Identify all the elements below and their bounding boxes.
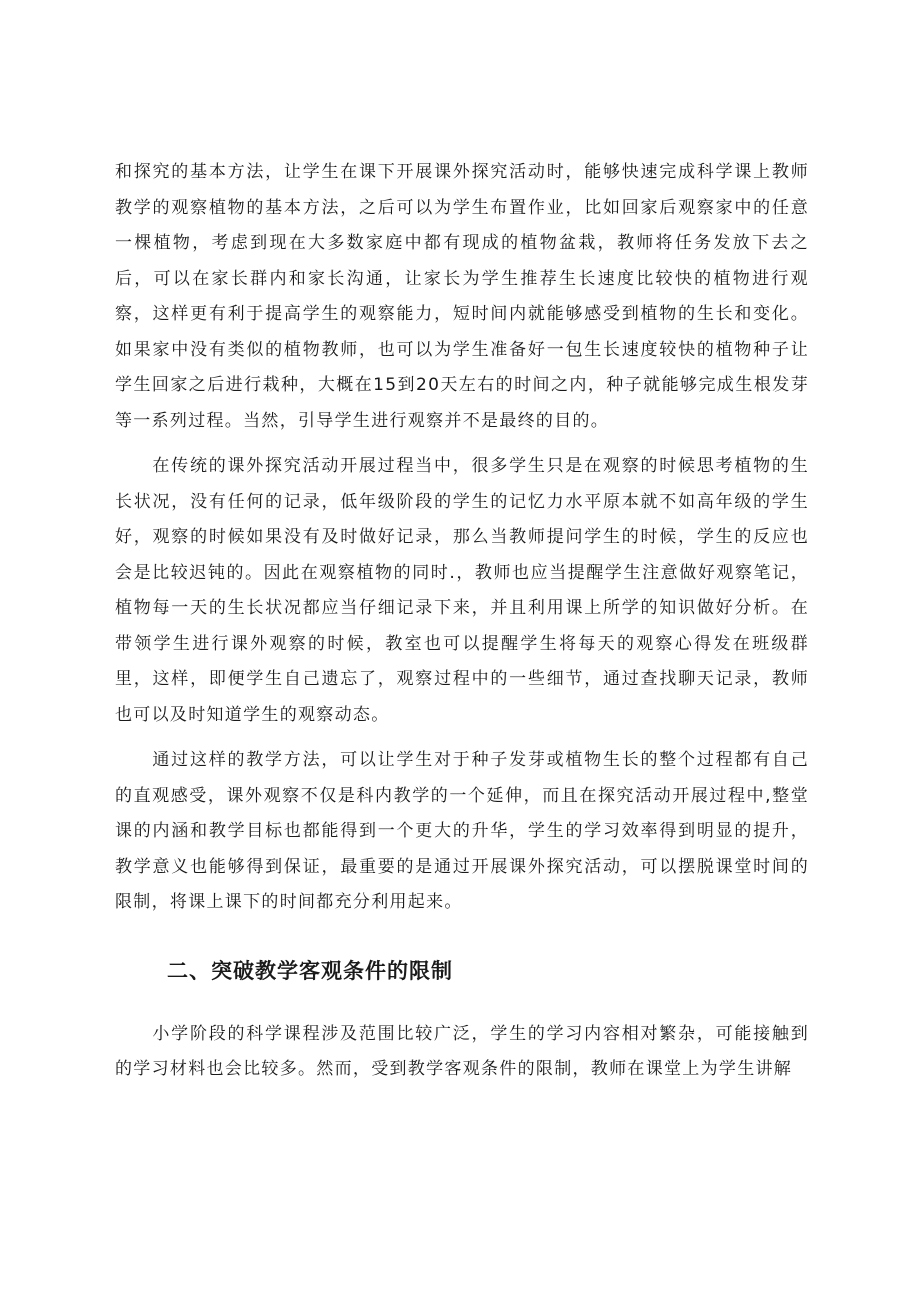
paragraph-continued: 和探究的基本方法，让学生在课下开展课外探究活动时，能够快速完成科学课上教师教学的观察植物的基本方法，之后可以为学生布置作业，比如回家后观察家中的任意一棵植物，考虑到现在大多数家庭中都有现成的植物盆栽，教师将任务发放下去之后，可以在家长群内和家长沟通，让家长为学生推荐生长速度比较快的植物进行观察，这样更有利于提高学生的观察能力，短时间内就能够感受到植物的生长和变化。如果家中没有类似的植物教师，也可以为学生准备好一包生长速度较快的植物种子让学生回家之后进行栽种，大概在15到20天左右的时间之内，种子就能够完成生根发芽等一系列过程。当然，引导学生进行观察并不是最终的目的。 [115,162,809,431]
document-body [115,155,809,1088]
section-heading: 二、突破教学客观条件的限制 [167,957,453,983]
paragraph-science-course: 小学阶段的科学课程涉及范围比较广泛，学生的学习内容相对繁杂，可能接触到的学习材料也会比较多。然而，受到教学客观条件的限制，教师在课堂上为学生讲解 [115,1023,809,1079]
paragraph-teaching-method: 通过这样的教学方法，可以让学生对于种子发芽或植物生长的整个过程都有自己的直观感受，课外观察不仅是科内教学的一个延伸，而且在探究活动开展过程中,整堂课的内涵和教学目标也都能得到一个更大的升华，学生的学习效率得到明显的提升，教学意义也能够得到保证，最重要的是通过开展课外探究活动，可以摆脱课堂时间的限制，将课上课下的时间都充分利用起来。 [115,750,809,912]
paragraph-observation-notes: 在传统的课外探究活动开展过程当中，很多学生只是在观察的时候思考植物的生长状况，没有任何的记录，低年级阶段的学生的记忆力水平原本就不如高年级的学生好，观察的时候如果没有及时做好记录，那么当教师提问学生的时候，学生的反应也会是比较迟钝的。因此在观察植物的同时.，教师也应当提醒学生注意做好观察笔记，植物每一天的生长状况都应当仔细记录下来，并且利用课上所学的知识做好分析。在带领学生进行课外观察的时候，教室也可以提醒学生将每天的观察心得发在班级群里，这样，即便学生自己遗忘了，观察过程中的一些细节，通过查找聊天记录，教师也可以及时知道学生的观察动态。 [115,456,809,725]
